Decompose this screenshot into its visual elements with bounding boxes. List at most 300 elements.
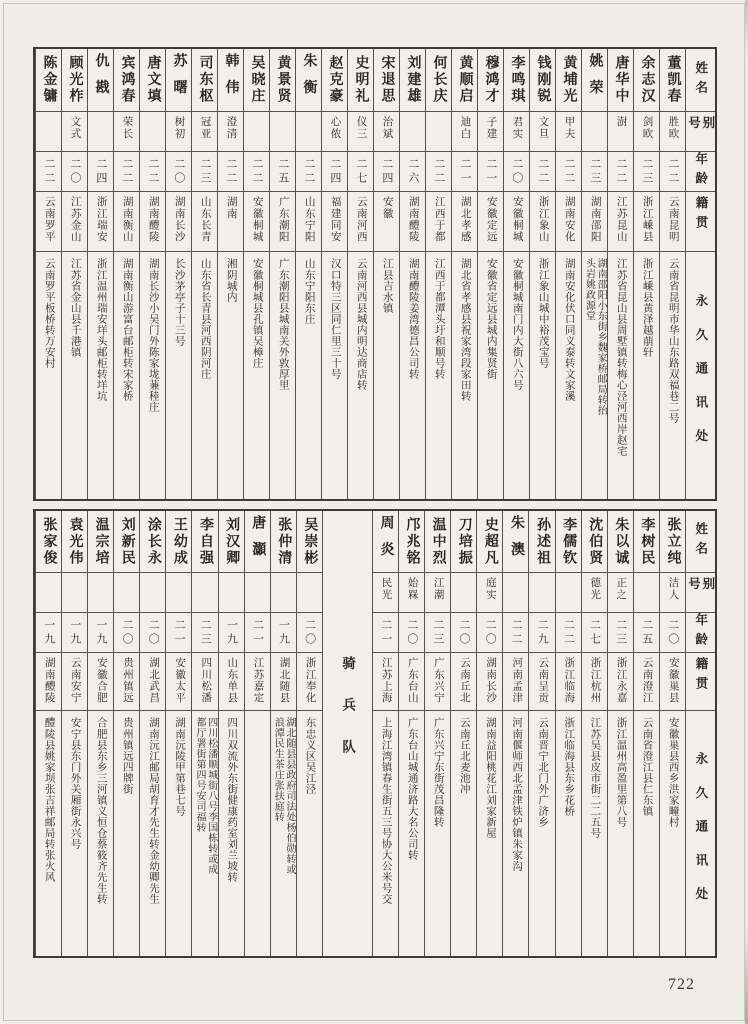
name-cell bbox=[478, 49, 503, 112]
age-cell bbox=[582, 152, 607, 192]
address-cell bbox=[219, 711, 244, 956]
entry-alias: 心侬 bbox=[329, 116, 341, 140]
address-cell bbox=[451, 711, 476, 956]
native-place-cell bbox=[297, 653, 322, 711]
entry-native-place: 广东兴宁 bbox=[432, 657, 444, 704]
address-cell bbox=[244, 252, 269, 499]
name-cell bbox=[504, 49, 529, 112]
alias-cell bbox=[451, 573, 476, 613]
entry-native-place: 湖南安化 bbox=[563, 196, 575, 243]
age-cell bbox=[503, 613, 528, 653]
header-name-cell bbox=[686, 511, 715, 573]
name-cell bbox=[452, 49, 477, 112]
native-place-cell bbox=[425, 653, 450, 711]
address-cell bbox=[114, 252, 139, 499]
name-cell bbox=[245, 511, 270, 573]
entry-name: 刀培振 bbox=[456, 516, 472, 567]
address-cell bbox=[297, 711, 322, 956]
entry-age: 二三 bbox=[588, 157, 601, 186]
address-cell bbox=[374, 252, 399, 499]
entry-address: 四川双流外东街健康药室刘兰坡转 bbox=[226, 717, 238, 883]
header-address-label: 永久通讯处 bbox=[693, 294, 708, 463]
address-cell bbox=[245, 711, 270, 956]
name-cell bbox=[36, 49, 61, 112]
entry-address: 湖南安化伏口同义泰转文家溪 bbox=[563, 258, 575, 402]
entry-column bbox=[35, 511, 61, 956]
entry-age: 二五 bbox=[276, 157, 289, 186]
name-cell bbox=[296, 49, 321, 112]
entry-age: 二二 bbox=[614, 157, 627, 186]
alias-cell bbox=[296, 112, 321, 152]
alias-cell bbox=[88, 573, 113, 613]
native-place-cell bbox=[530, 192, 555, 252]
address-cell bbox=[556, 252, 581, 499]
name-cell bbox=[270, 49, 295, 112]
header-age-label: 年龄 bbox=[693, 613, 708, 652]
address-cell bbox=[140, 711, 165, 956]
entry-column bbox=[61, 511, 87, 956]
entry-age: 二〇 bbox=[303, 618, 316, 647]
entry-age: 二四 bbox=[380, 157, 393, 186]
native-place-cell bbox=[166, 653, 191, 711]
entry-native-place: 浙江永嘉 bbox=[615, 657, 627, 704]
age-cell bbox=[451, 613, 476, 653]
address-cell bbox=[660, 252, 685, 499]
entry-name: 史明礼 bbox=[353, 55, 369, 105]
alias-cell bbox=[218, 112, 243, 152]
header-alias-cell bbox=[686, 112, 715, 152]
address-cell bbox=[660, 711, 685, 956]
header-alias-label: 别号 bbox=[686, 577, 715, 597]
header-name-cell bbox=[686, 49, 715, 112]
entry-column bbox=[607, 511, 633, 956]
entry-alias: 荣长 bbox=[121, 116, 133, 140]
entry-alias: 冠亚 bbox=[199, 116, 211, 140]
native-place-cell bbox=[192, 653, 217, 711]
native-place-cell bbox=[634, 653, 659, 711]
alias-cell bbox=[62, 112, 87, 152]
name-cell bbox=[660, 49, 685, 112]
age-cell bbox=[634, 613, 659, 653]
entry-age: 二五 bbox=[640, 618, 653, 647]
address-cell bbox=[62, 711, 87, 956]
entry-column bbox=[270, 511, 296, 956]
alias-cell bbox=[530, 112, 555, 152]
entry-name: 吴崇彬 bbox=[302, 516, 318, 567]
entry-native-place: 浙江瑞安 bbox=[95, 196, 107, 243]
entry-name: 姚荣 bbox=[587, 53, 603, 107]
header-alias-label: 别号 bbox=[686, 116, 715, 136]
native-place-cell bbox=[140, 653, 165, 711]
entry-native-place: 河南孟津 bbox=[511, 657, 523, 704]
alias-cell bbox=[192, 112, 217, 152]
entry-age: 二一 bbox=[458, 157, 471, 186]
entry-address: 安宁县东门外关厢街永兴号 bbox=[69, 717, 81, 850]
entry-address: 醴陵县姚家坝张吉祥邮局转张火风 bbox=[43, 717, 55, 883]
address-cell bbox=[529, 711, 554, 956]
name-cell bbox=[244, 49, 269, 112]
address-cell bbox=[36, 252, 61, 499]
entry-native-place: 安徽桐城 bbox=[251, 196, 263, 243]
native-place-cell bbox=[140, 192, 165, 252]
entry-age: 二一 bbox=[173, 618, 186, 647]
entry-address: 江苏省昆山县周墅镇转梅心泾河西岸赵宅 bbox=[615, 258, 627, 457]
entry-address: 山东省长青县河西阴河庄 bbox=[199, 258, 211, 380]
name-cell bbox=[166, 511, 191, 573]
entry-column bbox=[424, 511, 450, 956]
entry-address: 湖南益阳桃花江刘家新屋 bbox=[484, 717, 496, 839]
name-cell bbox=[426, 49, 451, 112]
native-place-cell bbox=[660, 192, 685, 252]
address-cell bbox=[452, 252, 477, 499]
age-cell bbox=[608, 613, 633, 653]
entry-age: 二〇 bbox=[510, 157, 523, 186]
alias-cell bbox=[297, 573, 322, 613]
entry-name: 黄顺启 bbox=[457, 55, 473, 105]
header-age-cell bbox=[686, 613, 715, 653]
age-cell bbox=[529, 613, 554, 653]
entry-age: 二二 bbox=[250, 157, 263, 186]
native-place-cell bbox=[400, 192, 425, 252]
entry-age: 二四 bbox=[94, 157, 107, 186]
native-place-cell bbox=[271, 653, 296, 711]
entry-age: 二二 bbox=[562, 157, 575, 186]
entry-column bbox=[113, 511, 139, 956]
entry-name: 孙述祖 bbox=[535, 516, 551, 567]
name-cell bbox=[88, 511, 113, 573]
address-cell bbox=[530, 252, 555, 499]
entry-age: 二二 bbox=[224, 157, 237, 186]
entry-age: 二三 bbox=[199, 618, 212, 647]
native-place-cell bbox=[114, 192, 139, 252]
entry-age: 二二 bbox=[536, 157, 549, 186]
alias-cell bbox=[219, 573, 244, 613]
entry-alias: 民光 bbox=[380, 577, 392, 601]
entry-native-place: 山东长青 bbox=[199, 196, 211, 243]
entry-age: 二七 bbox=[588, 618, 601, 647]
entry-age: 二〇 bbox=[120, 618, 133, 647]
name-cell bbox=[608, 49, 633, 112]
entry-address: 合肥县东乡三河镇义恒仓蔡筱齐先生转 bbox=[95, 717, 107, 905]
age-cell bbox=[88, 613, 113, 653]
entry-column bbox=[61, 49, 87, 499]
entry-native-place: 云南安宁 bbox=[69, 657, 81, 704]
entry-address: 湖北随县县政府司法处杨伯勋转或浪潭民生茶庄张扶庭转 bbox=[272, 717, 296, 875]
age-cell bbox=[530, 152, 555, 192]
entry-age: 二二 bbox=[432, 157, 445, 186]
roster-table-upper bbox=[33, 47, 717, 501]
entry-name: 钱刚锐 bbox=[535, 55, 551, 105]
entry-native-place: 浙江临海 bbox=[563, 657, 575, 704]
native-place-cell bbox=[36, 192, 61, 252]
entry-alias: 文旦 bbox=[537, 116, 549, 140]
entry-address: 湖南衡山游富台邮柜转宋家桥 bbox=[121, 258, 133, 402]
native-place-cell bbox=[245, 653, 270, 711]
address-cell bbox=[634, 252, 659, 499]
entry-name: 张家俊 bbox=[41, 516, 57, 567]
name-cell bbox=[556, 49, 581, 112]
entry-column bbox=[372, 511, 398, 956]
entry-column bbox=[35, 49, 61, 499]
entry-age: 二〇 bbox=[68, 157, 81, 186]
entry-address: 湖南沅陵甲第巷七号 bbox=[174, 717, 186, 817]
age-cell bbox=[88, 152, 113, 192]
entry-name: 刘建雄 bbox=[405, 55, 421, 105]
entry-column bbox=[373, 49, 399, 499]
age-cell bbox=[504, 152, 529, 192]
entry-address: 湖北省孝感县祝家湾段家田转 bbox=[459, 258, 471, 402]
native-place-cell bbox=[114, 653, 139, 711]
entry-column bbox=[555, 49, 581, 499]
alias-cell bbox=[245, 573, 270, 613]
alias-cell bbox=[62, 573, 87, 613]
age-cell bbox=[114, 613, 139, 653]
name-cell bbox=[530, 49, 555, 112]
name-cell bbox=[660, 511, 685, 573]
entry-column bbox=[450, 511, 476, 956]
entry-address: 江苏吴县皮市街二二五号 bbox=[589, 717, 601, 839]
name-cell bbox=[166, 49, 191, 112]
alias-cell bbox=[244, 112, 269, 152]
entry-age: 二〇 bbox=[172, 157, 185, 186]
entry-native-place: 湖南衡山 bbox=[121, 196, 133, 243]
entry-column bbox=[633, 511, 659, 956]
entry-column bbox=[581, 511, 607, 956]
alias-cell bbox=[270, 112, 295, 152]
entry-name: 刘汉卿 bbox=[224, 516, 240, 567]
alias-cell bbox=[634, 112, 659, 152]
entry-column bbox=[244, 511, 270, 956]
age-cell bbox=[478, 152, 503, 192]
entry-column bbox=[555, 511, 581, 956]
entry-native-place: 湖南 bbox=[225, 196, 237, 220]
age-cell bbox=[114, 152, 139, 192]
address-cell bbox=[271, 711, 296, 956]
native-place-cell bbox=[88, 653, 113, 711]
age-cell bbox=[192, 613, 217, 653]
age-cell bbox=[426, 152, 451, 192]
entry-column bbox=[139, 511, 165, 956]
header-native-label: 籍贯 bbox=[694, 196, 708, 235]
entry-address: 湘阴城内 bbox=[225, 258, 237, 303]
address-cell bbox=[425, 711, 450, 956]
age-cell bbox=[297, 613, 322, 653]
entry-column bbox=[659, 511, 685, 956]
native-place-cell bbox=[608, 653, 633, 711]
entry-age: 二〇 bbox=[147, 618, 160, 647]
address-cell bbox=[36, 711, 61, 956]
alias-cell bbox=[504, 112, 529, 152]
address-cell bbox=[166, 252, 191, 499]
age-cell bbox=[140, 152, 165, 192]
entry-name: 赵克豪 bbox=[327, 55, 343, 105]
entry-age: 二二 bbox=[146, 157, 159, 186]
age-cell bbox=[374, 152, 399, 192]
entry-address: 东忠义区吴江泾 bbox=[304, 717, 316, 795]
entry-native-place: 江苏嘉定 bbox=[252, 657, 264, 704]
entry-age: 二三 bbox=[198, 157, 211, 186]
page-number: 722 bbox=[668, 976, 695, 993]
name-cell bbox=[373, 511, 398, 573]
address-cell bbox=[114, 711, 139, 956]
alias-cell bbox=[114, 573, 139, 613]
native-place-cell bbox=[608, 192, 633, 252]
entry-address: 浙江温州瑞安垟头邮柜转垟坑 bbox=[95, 258, 107, 402]
entry-native-place: 广东潮阳 bbox=[277, 196, 289, 243]
header-address-cell bbox=[686, 252, 715, 499]
address-cell bbox=[478, 252, 503, 499]
name-cell bbox=[582, 511, 607, 573]
address-cell bbox=[88, 711, 113, 956]
entry-column bbox=[451, 49, 477, 499]
native-place-cell bbox=[504, 192, 529, 252]
entry-alias: 胜欧 bbox=[667, 116, 679, 140]
entry-name: 张立纯 bbox=[665, 516, 681, 567]
entry-native-place: 湖南醴陵 bbox=[407, 196, 419, 243]
native-place-cell bbox=[192, 192, 217, 252]
address-cell bbox=[426, 252, 451, 499]
native-place-cell bbox=[399, 653, 424, 711]
name-cell bbox=[62, 49, 87, 112]
entry-age: 二〇 bbox=[666, 618, 679, 647]
alias-cell bbox=[582, 112, 607, 152]
age-cell bbox=[166, 152, 191, 192]
alias-cell bbox=[582, 573, 607, 613]
entry-name: 黄埔光 bbox=[561, 55, 577, 105]
entry-address: 河南偃师西北孟津铁炉镇朱家沟 bbox=[511, 717, 523, 872]
entry-name: 涂长永 bbox=[145, 516, 161, 567]
native-place-cell bbox=[218, 192, 243, 252]
header-address-label: 永久通讯处 bbox=[693, 752, 708, 921]
entry-native-place: 山东宁阳 bbox=[303, 196, 315, 243]
entry-column bbox=[502, 511, 528, 956]
native-place-cell bbox=[582, 653, 607, 711]
name-cell bbox=[192, 49, 217, 112]
entry-native-place: 湖北孝感 bbox=[459, 196, 471, 243]
entry-column bbox=[139, 49, 165, 499]
entry-column bbox=[425, 49, 451, 499]
entry-address: 云南省昆明市华山东路双福巷二号 bbox=[667, 258, 679, 424]
entry-age: 二六 bbox=[406, 157, 419, 186]
native-place-cell bbox=[426, 192, 451, 252]
entry-alias: 德光 bbox=[589, 577, 601, 601]
entry-native-place: 湖南长沙 bbox=[485, 657, 497, 704]
entry-column bbox=[191, 511, 217, 956]
entry-age: 二二 bbox=[120, 157, 133, 186]
entry-column bbox=[529, 49, 555, 499]
entry-name: 朱澳 bbox=[508, 514, 524, 569]
entry-column bbox=[503, 49, 529, 499]
entry-column bbox=[87, 511, 113, 956]
address-cell bbox=[582, 252, 607, 499]
age-cell bbox=[400, 152, 425, 192]
entry-alias: 仪三 bbox=[355, 116, 367, 140]
entry-address: 云南省澄江县仁东镇 bbox=[641, 717, 653, 817]
entry-native-place: 安徽太平 bbox=[174, 657, 186, 704]
native-place-cell bbox=[660, 653, 685, 711]
alias-cell bbox=[556, 112, 581, 152]
alias-cell bbox=[348, 112, 373, 152]
entry-name: 王幼成 bbox=[171, 516, 187, 567]
age-cell bbox=[582, 613, 607, 653]
entry-name: 黄景贤 bbox=[275, 55, 291, 105]
name-cell bbox=[400, 49, 425, 112]
address-cell bbox=[503, 711, 528, 956]
entry-address: 云南丘北麦池冲 bbox=[458, 717, 470, 795]
age-cell bbox=[477, 613, 502, 653]
entry-age: 二三 bbox=[614, 618, 627, 647]
entry-column bbox=[321, 49, 347, 499]
age-cell bbox=[608, 152, 633, 192]
entry-name: 何长庆 bbox=[431, 55, 447, 105]
entry-column bbox=[607, 49, 633, 499]
age-cell bbox=[348, 152, 373, 192]
entry-address: 浙江嵊县黄泽越萠轩 bbox=[641, 258, 653, 358]
entry-address: 安徽巢县西乡洪家疃村 bbox=[667, 717, 679, 828]
entry-age: 一九 bbox=[42, 618, 55, 647]
entry-alias: 正之 bbox=[615, 577, 627, 601]
entry-name: 温宗培 bbox=[93, 516, 109, 567]
entry-column bbox=[113, 49, 139, 499]
native-place-cell bbox=[373, 653, 398, 711]
entry-alias: 文式 bbox=[69, 116, 81, 140]
native-place-cell bbox=[348, 192, 373, 252]
entry-name: 张仲清 bbox=[276, 516, 292, 567]
entry-name: 董凯春 bbox=[665, 55, 681, 105]
age-cell bbox=[245, 613, 270, 653]
native-place-cell bbox=[322, 192, 347, 252]
entry-name: 顾光柞 bbox=[67, 55, 83, 105]
address-cell bbox=[270, 252, 295, 499]
entry-address: 安徽桐城南门内大街八六号 bbox=[511, 258, 523, 391]
entry-native-place: 江苏上海 bbox=[380, 657, 392, 704]
entry-alias: 树初 bbox=[173, 116, 185, 140]
entry-age: 二一 bbox=[484, 157, 497, 186]
age-cell bbox=[556, 613, 581, 653]
name-cell bbox=[271, 511, 296, 573]
entry-name: 朱衡 bbox=[301, 53, 317, 107]
age-cell bbox=[36, 613, 61, 653]
entry-native-place: 湖南醴陵 bbox=[147, 196, 159, 243]
entry-name: 宾鸿春 bbox=[119, 55, 135, 105]
entry-name: 穆鸿才 bbox=[483, 55, 499, 105]
entry-address: 云南河西县城内明达商店转 bbox=[355, 258, 367, 391]
address-cell bbox=[556, 711, 581, 956]
address-cell bbox=[192, 252, 217, 499]
alias-cell bbox=[36, 112, 61, 152]
address-cell bbox=[504, 252, 529, 499]
roster-table-lower bbox=[33, 509, 717, 958]
age-cell bbox=[452, 152, 477, 192]
native-place-cell bbox=[477, 653, 502, 711]
age-cell bbox=[140, 613, 165, 653]
entry-age: 二一 bbox=[379, 618, 392, 647]
entry-native-place: 云南澄江 bbox=[641, 657, 653, 704]
name-cell bbox=[348, 49, 373, 112]
entry-address: 江西于都潭头圩和顺号转 bbox=[433, 258, 445, 380]
entry-age: 一九 bbox=[277, 618, 290, 647]
entry-native-place: 安徽巢县 bbox=[667, 657, 679, 704]
native-place-cell bbox=[296, 192, 321, 252]
entry-age: 二二 bbox=[562, 618, 575, 647]
entry-address: 云南晋宁北门外广济乡 bbox=[537, 717, 549, 828]
alias-cell bbox=[166, 573, 191, 613]
entry-address: 云南罗平板桥转万安村 bbox=[43, 258, 55, 369]
entry-column bbox=[296, 511, 322, 956]
entry-name: 余志汉 bbox=[639, 55, 655, 105]
entry-native-place: 浙江嵊县 bbox=[641, 196, 653, 243]
entry-native-place: 云南昆明 bbox=[667, 196, 679, 243]
